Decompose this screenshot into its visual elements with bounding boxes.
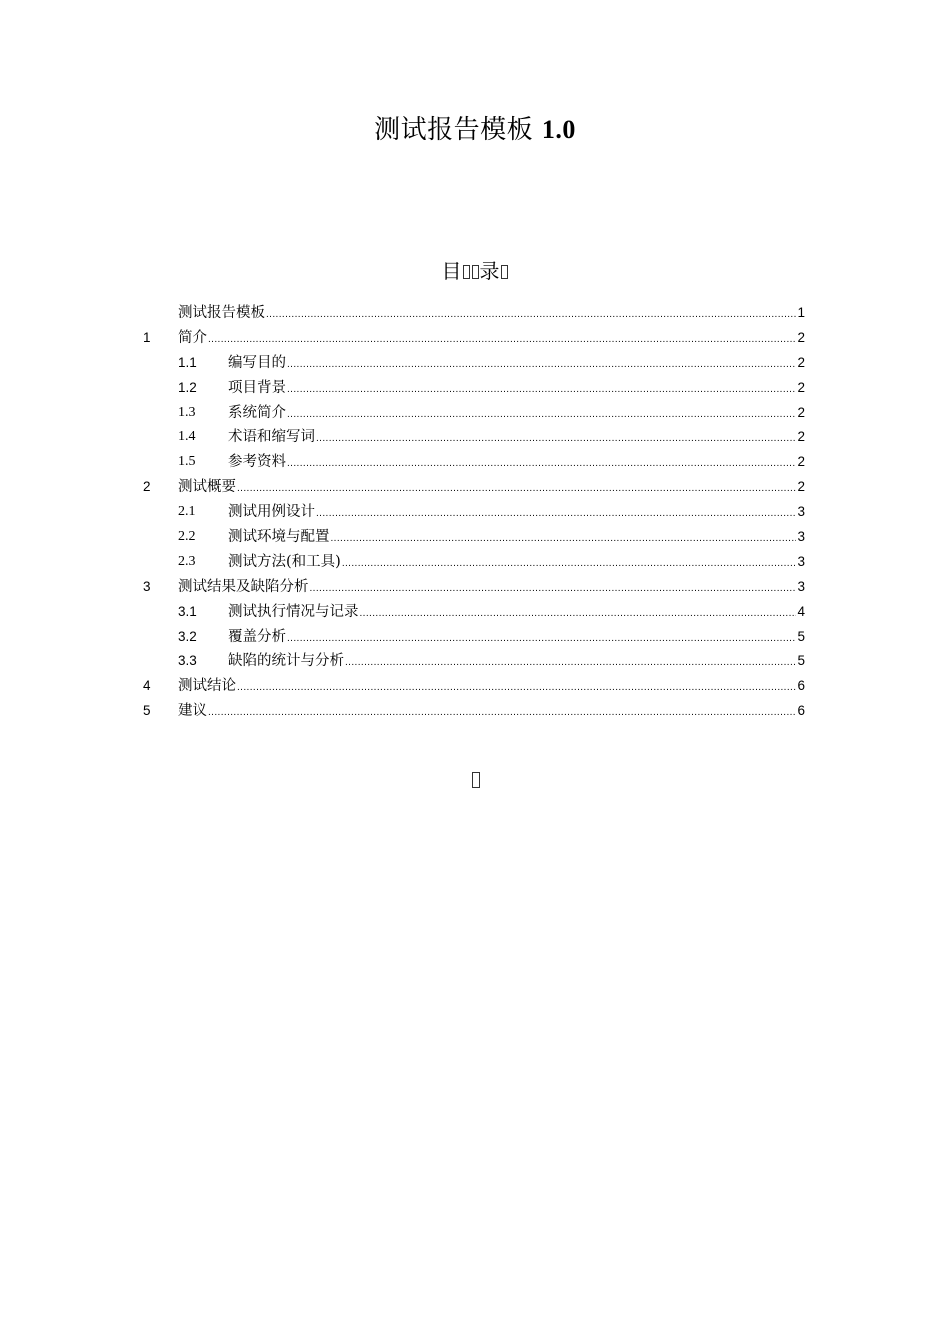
toc-entry-number: 3.1 — [178, 603, 197, 619]
toc-heading-part2: 录 — [479, 259, 500, 283]
toc-entry[interactable] — [0, 351, 950, 376]
toc-dot-leader — [287, 403, 796, 428]
toc-entry-label: 简介 — [178, 326, 208, 351]
toc-entry-line — [228, 425, 805, 452]
toc-entry-line — [178, 475, 805, 502]
toc-entry-label: 术语和缩写词 — [228, 425, 316, 450]
toc-entry-number: 1.4 — [178, 429, 196, 445]
toc-entry-label: 测试执行情况与记录 — [228, 600, 360, 625]
toc-entry-page-number: 5 — [797, 653, 805, 669]
toc-entry-label: 系统简介 — [228, 401, 287, 426]
toc-entry[interactable] — [0, 425, 950, 450]
toc-entry[interactable] — [0, 475, 950, 500]
document-title-text: 测试报告模板 — [374, 115, 542, 145]
toc-entry-label: 缺陷的统计与分析 — [228, 649, 345, 674]
toc-entry-number: 1 — [143, 329, 151, 345]
toc-entry-label: 测试结果及缺陷分析 — [178, 575, 310, 600]
toc-entry-number: 2.1 — [178, 504, 196, 520]
toc-entry-label: 测试概要 — [178, 475, 237, 500]
missing-glyph-icon — [472, 265, 479, 279]
toc-entry[interactable] — [0, 326, 950, 351]
toc-entry-page-number: 5 — [797, 628, 805, 644]
toc-dot-leader — [208, 701, 796, 726]
toc-entry-page-number: 2 — [797, 379, 805, 395]
toc-dot-leader — [237, 477, 796, 502]
toc-entry-label: 参考资料 — [228, 450, 287, 475]
toc-entry[interactable] — [0, 301, 950, 326]
toc-dot-leader — [287, 353, 796, 378]
table-of-contents — [0, 301, 950, 724]
toc-dot-leader — [266, 303, 796, 328]
toc-entry-number: 1.1 — [178, 354, 197, 370]
toc-entry-label: 测试结论 — [178, 674, 237, 699]
toc-entry-number: 5 — [143, 703, 151, 719]
toc-entry-page-number: 2 — [797, 354, 805, 370]
toc-dot-leader — [287, 378, 796, 403]
toc-entry-line — [228, 525, 805, 552]
toc-entry-page-number: 2 — [797, 404, 805, 420]
toc-entry-label: 编写目的 — [228, 351, 287, 376]
toc-entry[interactable] — [0, 575, 950, 600]
toc-entry-line — [228, 550, 805, 577]
toc-dot-leader — [316, 502, 796, 527]
missing-glyph-icon — [463, 265, 470, 279]
toc-entry-line — [178, 699, 805, 726]
toc-entry-number: 2 — [143, 479, 151, 495]
toc-entry-number: 1.2 — [178, 379, 197, 395]
toc-entry-page-number: 3 — [797, 578, 805, 594]
toc-entry-number: 3.2 — [178, 628, 197, 644]
toc-entry-number: 3.3 — [178, 653, 197, 669]
toc-entry-page-number: 2 — [797, 329, 805, 345]
toc-entry-line — [178, 575, 805, 602]
toc-entry-page-number: 6 — [797, 678, 805, 694]
toc-entry[interactable] — [0, 550, 950, 575]
toc-dot-leader — [287, 452, 796, 477]
toc-dot-leader — [360, 602, 797, 627]
toc-entry-line — [178, 674, 805, 701]
toc-entry-label: 建议 — [178, 699, 208, 724]
toc-dot-leader — [316, 427, 796, 452]
toc-entry-label: 项目背景 — [228, 376, 287, 401]
toc-entry[interactable] — [0, 699, 950, 724]
toc-entry[interactable] — [0, 600, 950, 625]
toc-entry-label: 测试报告模板 — [178, 301, 266, 326]
toc-entry-page-number: 4 — [797, 603, 805, 619]
toc-entry-number: 4 — [143, 678, 151, 694]
toc-entry-line — [228, 649, 805, 676]
toc-entry[interactable] — [0, 625, 950, 650]
toc-entry[interactable] — [0, 450, 950, 475]
toc-dot-leader — [310, 577, 797, 602]
toc-entry-line — [178, 326, 805, 353]
toc-entry[interactable] — [0, 674, 950, 699]
toc-entry-label: 覆盖分析 — [228, 625, 287, 650]
document-title — [0, 110, 950, 150]
toc-entry-label: 测试方法(和工具) — [228, 550, 342, 575]
toc-entry-number: 2.2 — [178, 529, 196, 545]
toc-entry-line — [228, 500, 805, 527]
toc-dot-leader — [331, 527, 797, 552]
document-title-version: 1.0 — [541, 115, 576, 144]
toc-entry-label: 测试环境与配置 — [228, 525, 331, 550]
toc-entry-line — [228, 625, 805, 652]
toc-dot-leader — [208, 328, 796, 353]
toc-entry-page-number: 2 — [797, 479, 805, 495]
toc-heading — [0, 257, 950, 285]
toc-entry-page-number: 3 — [797, 529, 805, 545]
missing-glyph-icon — [501, 265, 508, 279]
toc-entry-page-number: 3 — [797, 504, 805, 520]
toc-heading-part1: 目 — [441, 259, 462, 283]
toc-dot-leader — [287, 627, 796, 652]
toc-entry-number: 1.5 — [178, 454, 196, 470]
toc-entry-page-number: 6 — [797, 703, 805, 719]
toc-entry-page-number: 3 — [797, 553, 805, 569]
toc-entry-number: 1.3 — [178, 404, 196, 420]
toc-entry[interactable] — [0, 376, 950, 401]
toc-entry-number: 3 — [143, 578, 151, 594]
toc-entry-line — [228, 401, 805, 428]
toc-entry-page-number: 1 — [797, 305, 805, 320]
toc-entry[interactable] — [0, 401, 950, 426]
toc-entry[interactable] — [0, 500, 950, 525]
toc-entry-page-number: 2 — [797, 429, 805, 445]
toc-dot-leader — [345, 651, 796, 676]
toc-entry-line — [228, 600, 805, 627]
missing-glyph-icon — [472, 772, 480, 788]
toc-entry-label: 测试用例设计 — [228, 500, 316, 525]
toc-entry[interactable] — [0, 525, 950, 550]
toc-entry-line — [228, 376, 805, 403]
toc-entry-line — [178, 301, 805, 328]
toc-entry-number: 2.3 — [178, 553, 196, 569]
toc-entry-line — [228, 450, 805, 477]
toc-entry-line — [228, 351, 805, 378]
toc-entry[interactable] — [0, 649, 950, 674]
toc-entry-page-number: 2 — [797, 454, 805, 470]
toc-dot-leader — [342, 552, 797, 577]
toc-dot-leader — [237, 676, 796, 701]
